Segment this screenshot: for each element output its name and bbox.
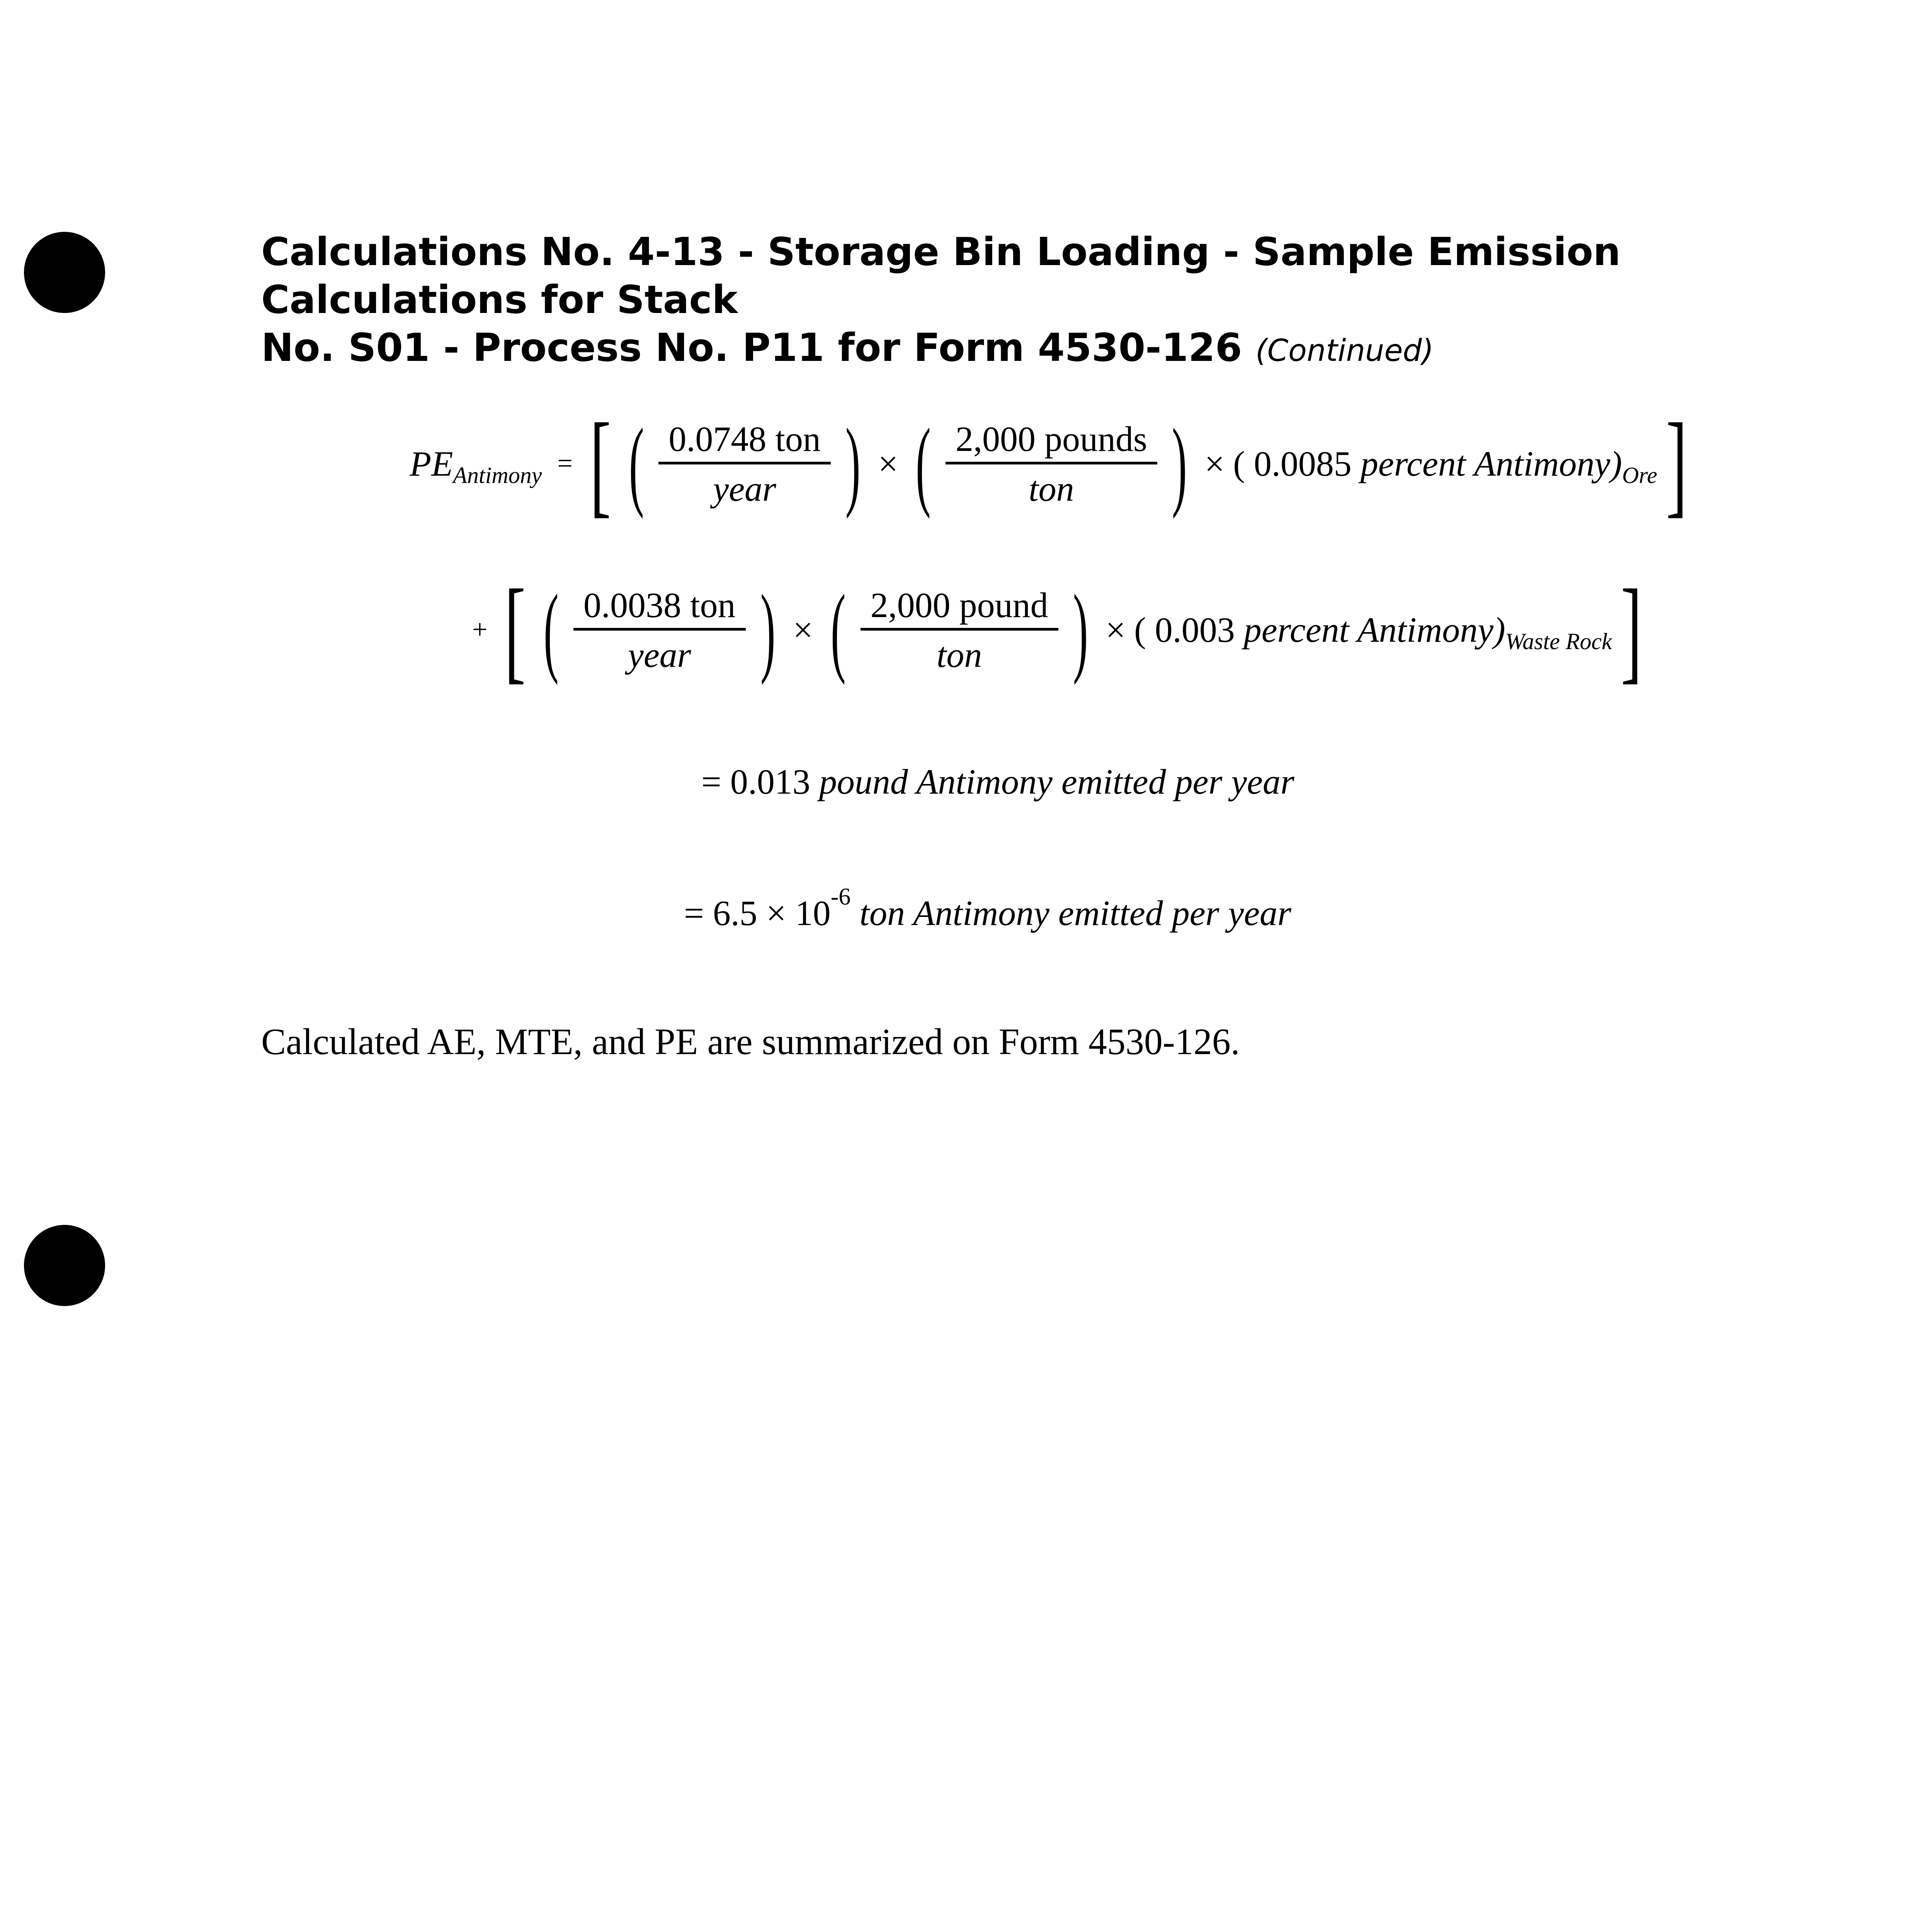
- waste-factor-subscript: Waste Rock: [1505, 628, 1612, 654]
- close-bracket-icon: ]: [1666, 400, 1687, 528]
- fraction-numerator: 0.0038 ton: [573, 585, 746, 631]
- fraction-denominator: year: [628, 635, 691, 675]
- times-sign: ×: [878, 444, 898, 483]
- ore-factor-subscript: Ore: [1622, 462, 1658, 488]
- fraction-pounds-per-ton: [946, 418, 1157, 509]
- summary-paragraph: Calculated AE, MTE, and PE are summarized on Form 4530-126.: [261, 1021, 1240, 1062]
- lhs-symbol: PE: [410, 444, 453, 483]
- result-1-text: pound Antimony emitted per year: [819, 762, 1294, 801]
- close-paren-icon: ): [760, 574, 776, 685]
- fraction-waste-rate: [573, 585, 746, 675]
- fraction-denominator: year: [713, 469, 776, 509]
- title-continued: (Continued): [1255, 333, 1434, 368]
- title-line-1: Calculations No. 4-13 - Storage Bin Loading - Sample Emission Calculations for Stack: [261, 229, 1621, 322]
- open-paren-icon: (: [916, 408, 931, 519]
- open-paren-icon: (: [629, 408, 644, 519]
- plus-sign: +: [472, 615, 488, 645]
- close-paren-icon: ): [845, 408, 861, 519]
- result-2-exponent: -6: [830, 883, 851, 910]
- fraction-numerator: 0.0748 ton: [658, 418, 831, 464]
- fraction-numerator: 2,000 pound: [861, 585, 1058, 631]
- open-bracket-icon: [: [590, 400, 611, 528]
- result-2-text: ton Antimony emitted per year: [859, 893, 1291, 933]
- ore-factor-value: ( 0.0085: [1233, 444, 1352, 483]
- result-line-1: [701, 761, 1294, 802]
- title-line-2-text: No. S01 - Process No. P11 for Form 4530-126: [261, 325, 1242, 370]
- equation-line-1: [410, 400, 1696, 528]
- times-sign: ×: [1204, 444, 1225, 483]
- fraction-numerator: 2,000 pounds: [946, 418, 1157, 464]
- waste-factor-text: percent Antimony): [1243, 610, 1505, 650]
- result-2-value: = 6.5 × 10: [684, 893, 831, 933]
- open-bracket-icon: [: [504, 566, 526, 694]
- fraction-denominator: ton: [1029, 469, 1074, 509]
- result-1-value: = 0.013: [701, 762, 810, 801]
- fraction-ore-rate: [658, 418, 831, 509]
- close-paren-icon: ): [1073, 574, 1088, 685]
- binder-hole-top: [24, 232, 105, 313]
- ore-factor-text: percent Antimony): [1360, 444, 1622, 483]
- close-bracket-icon: ]: [1621, 566, 1642, 694]
- result-line-2: [684, 883, 1291, 934]
- page-title: [261, 228, 1845, 375]
- lhs-subscript: Antimony: [453, 462, 542, 488]
- times-sign: ×: [1105, 610, 1126, 650]
- equals-sign: =: [557, 449, 573, 478]
- fraction-denominator: ton: [936, 635, 982, 675]
- open-paren-icon: (: [830, 574, 846, 685]
- waste-factor-value: ( 0.003: [1134, 610, 1235, 650]
- times-sign: ×: [793, 610, 813, 650]
- close-paren-icon: ): [1172, 408, 1187, 519]
- title-line-2: [261, 324, 1845, 375]
- binder-hole-middle: [24, 1225, 105, 1306]
- open-paren-icon: (: [544, 574, 559, 685]
- fraction-pound-per-ton: [861, 585, 1058, 675]
- equation-line-2: [464, 566, 1651, 694]
